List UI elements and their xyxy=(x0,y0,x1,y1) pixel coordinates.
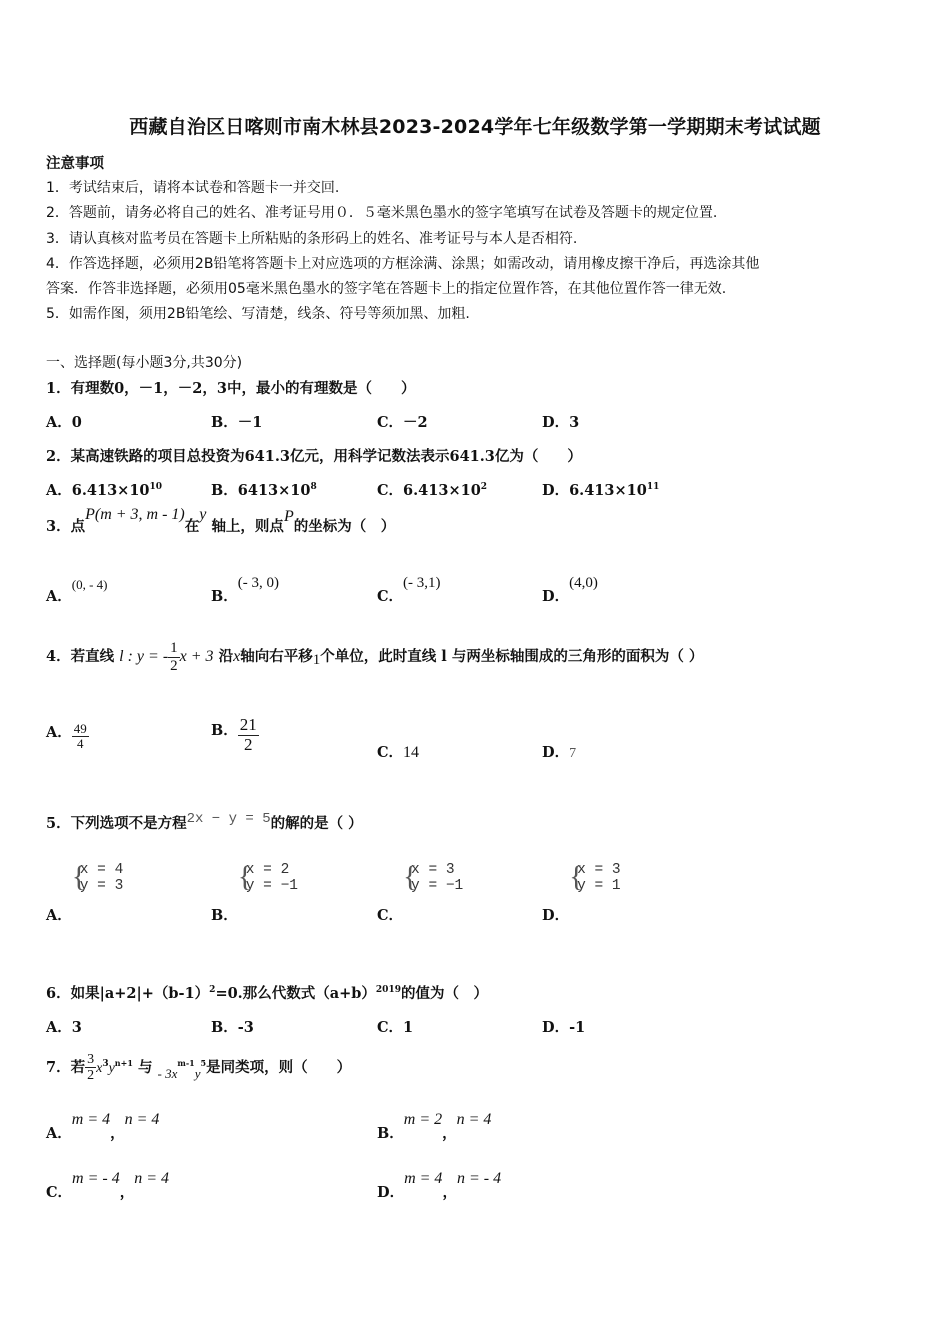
q7-fraction xyxy=(85,1052,96,1084)
q3-option-b xyxy=(211,571,280,605)
q5-equation: 2x − y = 5 xyxy=(186,811,271,827)
q4-mid1: 沿 xyxy=(218,648,234,665)
q6-stem-a: 6．如果|a+2|+（b-1） xyxy=(46,985,210,1002)
q4-mid2: 轴向右平移 xyxy=(240,648,313,665)
q2-label-c: C． xyxy=(377,482,404,499)
q4-tail: 个单位，此时直线 l 与两坐标轴围成的三角形的面积为（ ） xyxy=(320,648,704,665)
q3-label-a: A． xyxy=(46,588,72,605)
note-5: 5．如需作图，须用2B铅笔绘、写清楚，线条、符号等须加黑、加粗. xyxy=(46,306,470,322)
q7-c-m: m = - 4 xyxy=(72,1170,120,1187)
q5-b-line2: y = −1 xyxy=(245,878,298,894)
q6-option-a: A．3 xyxy=(46,1019,82,1036)
q2-option-d xyxy=(542,479,659,500)
q3-value-d: (4,0) xyxy=(569,575,598,591)
q7-d-comma: ， xyxy=(442,1184,457,1201)
q4-a-den: 4 xyxy=(77,736,84,752)
q7-c-comma: ， xyxy=(119,1184,135,1201)
q7-b-m: m = 2 xyxy=(403,1111,443,1128)
q5-option-b xyxy=(211,860,298,924)
q3-num: 3．点 xyxy=(46,518,86,535)
brace-icon: { xyxy=(237,860,253,893)
q1-option-b: B．－1 xyxy=(211,414,263,431)
q7-a-comma: ， xyxy=(110,1125,125,1142)
note-1: 1．考试结束后，请将本试卷和答题卡一并交回. xyxy=(46,180,340,196)
q3-label-d: D． xyxy=(542,588,570,605)
q5-option-a xyxy=(46,860,124,924)
q5-a-line2: y = 3 xyxy=(79,878,124,894)
q7-option-d xyxy=(377,1167,502,1201)
q4-value-c: 14 xyxy=(403,744,420,761)
brace-icon: { xyxy=(71,860,87,893)
q6-square: 2 xyxy=(209,985,216,995)
q4-eq-left: l : y = - xyxy=(119,648,169,665)
q7-label-c: C． xyxy=(46,1184,73,1201)
q5-label-d: D． xyxy=(542,907,570,924)
q2-label-b: B． xyxy=(211,482,238,499)
q2-option-b xyxy=(211,479,317,500)
q2-exp-b: 8 xyxy=(310,482,317,492)
q3-option-c xyxy=(377,571,441,605)
q3-option-d xyxy=(542,571,598,605)
q4-one: 1 xyxy=(312,652,321,668)
q4-b-num: 21 xyxy=(239,715,257,734)
q4-label-c: C． xyxy=(377,744,404,761)
q5-system-c xyxy=(403,862,463,894)
q4-fraction xyxy=(168,640,180,674)
q7-label-d: D． xyxy=(377,1184,405,1201)
section-heading: 一、选择题(每小题3分,共30分) xyxy=(46,355,243,371)
q2-label-a: A． xyxy=(46,482,72,499)
q5-option-d xyxy=(542,860,621,924)
q7-b-comma: ， xyxy=(442,1125,457,1142)
q4-option-d xyxy=(542,741,576,762)
q7-frac-den: 2 xyxy=(87,1068,95,1084)
q4-option-b xyxy=(211,716,259,754)
q3-label-c: C． xyxy=(377,588,404,605)
q7-d-n: n = - 4 xyxy=(456,1170,502,1187)
q7-option-a xyxy=(46,1108,160,1142)
q3-mid: 在 xyxy=(184,518,200,535)
q2-base-a: 6.413×10 xyxy=(71,482,150,499)
q7-term1-yexp: n+1 xyxy=(114,1057,133,1068)
q2-exp-a: 10 xyxy=(149,482,163,492)
q3-value-a: (0, - 4) xyxy=(71,577,108,592)
q7-term1-y: y xyxy=(108,1060,115,1076)
q7-option-b xyxy=(377,1108,492,1142)
q1-option-c: C．－2 xyxy=(377,414,428,431)
q2-exp-d: 11 xyxy=(646,482,660,492)
q7-c-n: n = 4 xyxy=(134,1170,170,1187)
q5-system-b xyxy=(238,862,298,894)
q4-option-c xyxy=(377,741,419,762)
note-4: 4．作答选择题，必须用2B铅笔将答题卡上对应选项的方框涂满、涂黑；如需改动，请用橡皮擦干净后，再选涂其他 xyxy=(46,256,760,272)
notes-heading: 注意事项 xyxy=(46,155,104,172)
note-2: 2．答题前，请务必将自己的姓名、准考证号用０．５毫米黑色墨水的签字笔填写在试卷及答题卡的规定位置. xyxy=(46,205,718,221)
q7-b-n: n = 4 xyxy=(456,1111,492,1128)
q7-tail: 是同类项，则（ ） xyxy=(206,1058,352,1076)
q7-mid: 与 xyxy=(137,1058,153,1076)
q6-option-b: B．-3 xyxy=(211,1019,254,1036)
question-3-stem xyxy=(46,506,396,536)
q2-base-b: 6413×10 xyxy=(237,482,311,499)
q3-value-c: (- 3,1) xyxy=(403,575,441,591)
q5-system-d xyxy=(569,862,621,894)
q1-option-d: D．3 xyxy=(542,414,580,431)
q4-label-d: D． xyxy=(542,744,570,761)
q7-term2-y: y xyxy=(194,1065,201,1081)
q4-option-a xyxy=(46,722,89,752)
q2-option-c xyxy=(377,479,487,500)
q4-value-d: 7 xyxy=(569,746,577,761)
q5-num: 5．下列选项不是方程 xyxy=(46,815,187,832)
q5-c-line1: x = 3 xyxy=(411,862,455,878)
q4-frac-a xyxy=(72,722,89,752)
q7-a-n: n = 4 xyxy=(124,1111,160,1128)
q7-term2-xexp: m-1 xyxy=(177,1057,195,1068)
q6-option-d: D．-1 xyxy=(542,1019,586,1036)
q5-b-line1: x = 2 xyxy=(245,862,290,878)
q4-a-num: 49 xyxy=(73,721,87,736)
q2-base-c: 6.413×10 xyxy=(403,482,481,499)
q4-x: x xyxy=(233,648,241,665)
q5-d-line2: y = 1 xyxy=(577,878,621,894)
q4-num: 4．若直线 xyxy=(46,648,115,665)
q6-power: 2019 xyxy=(375,985,401,995)
q2-base-d: 6.413×10 xyxy=(569,482,647,499)
q5-label-a: A． xyxy=(46,907,72,924)
q3-option-a xyxy=(46,573,108,605)
q6-stem-c: 的值为（ ） xyxy=(400,985,488,1002)
q7-label-b: B． xyxy=(377,1125,404,1142)
q4-frac-num: 1 xyxy=(170,640,178,656)
q3-p: P xyxy=(283,508,294,525)
q5-d-line1: x = 3 xyxy=(577,862,621,878)
q5-option-c xyxy=(377,860,464,924)
q3-point: P(m + 3, m - 1) xyxy=(85,506,185,523)
q4-eq-right: x + 3 xyxy=(179,648,214,665)
q2-label-d: D． xyxy=(542,482,570,499)
q7-num: 7．若 xyxy=(46,1058,86,1076)
q7-option-c xyxy=(46,1167,170,1201)
q3-label-b: B． xyxy=(211,588,238,605)
q5-label-b: B． xyxy=(211,907,238,924)
q3-tail: 轴上，则点 xyxy=(211,518,284,535)
q4-b-den: 2 xyxy=(244,734,253,754)
question-7-stem xyxy=(46,1052,351,1084)
note-3: 3．请认真核对监考员在答题卡上所粘贴的条形码上的姓名、准考证号与本人是否相符. xyxy=(46,231,578,247)
q5-a-line1: x = 4 xyxy=(79,862,124,878)
q7-frac-num: 3 xyxy=(87,1052,95,1067)
q4-frac-b xyxy=(238,716,259,754)
q4-label-a: A． xyxy=(46,723,72,741)
q3-end: 的坐标为（ ） xyxy=(293,518,396,535)
q7-term2-yexp: 5 xyxy=(200,1057,207,1068)
q1-option-a: A．0 xyxy=(46,414,82,431)
q2-option-a xyxy=(46,479,162,500)
q4-frac-den: 2 xyxy=(170,657,178,674)
q3-value-b: (- 3, 0) xyxy=(237,575,280,591)
brace-icon: { xyxy=(569,860,584,893)
q7-term1-x: x xyxy=(96,1060,103,1076)
brace-icon: { xyxy=(403,860,418,893)
q2-exp-c: 2 xyxy=(480,482,488,492)
q5-tail: 的解的是（ ） xyxy=(270,815,363,832)
question-6-stem xyxy=(46,982,488,1003)
q6-option-c: C．1 xyxy=(377,1019,414,1036)
question-1-stem: 1．有理数0，－1，－2，3中，最小的有理数是（ ） xyxy=(46,380,416,397)
q4-label-b: B． xyxy=(211,722,238,740)
q7-a-m: m = 4 xyxy=(71,1111,111,1128)
q6-stem-b: =0.那么代数式（a+b） xyxy=(215,985,376,1002)
q3-axis: y xyxy=(199,506,207,523)
note-4-cont: 答案．作答非选择题，必须用05毫米黑色墨水的签字笔在答题卡上的指定位置作答，在其他位置作答一律无效. xyxy=(46,281,727,297)
page-title: 西藏自治区日喀则市南木林县2023-2024学年七年级数学第一学期期末考试试题 xyxy=(129,116,821,138)
q5-system-a xyxy=(72,862,124,894)
q5-c-line2: y = −1 xyxy=(411,878,464,894)
q7-term2-x: - 3x xyxy=(157,1065,178,1081)
q7-term1-xexp: 3 xyxy=(102,1058,109,1069)
q7-d-m: m = 4 xyxy=(404,1170,443,1187)
question-4-stem xyxy=(46,640,703,674)
q5-label-c: C． xyxy=(377,907,404,924)
question-5-stem xyxy=(46,812,363,833)
question-2-stem: 2．某高速铁路的项目总投资为641.3亿元，用科学记数法表示641.3亿为（ ） xyxy=(46,448,582,465)
q7-label-a: A． xyxy=(46,1125,72,1142)
